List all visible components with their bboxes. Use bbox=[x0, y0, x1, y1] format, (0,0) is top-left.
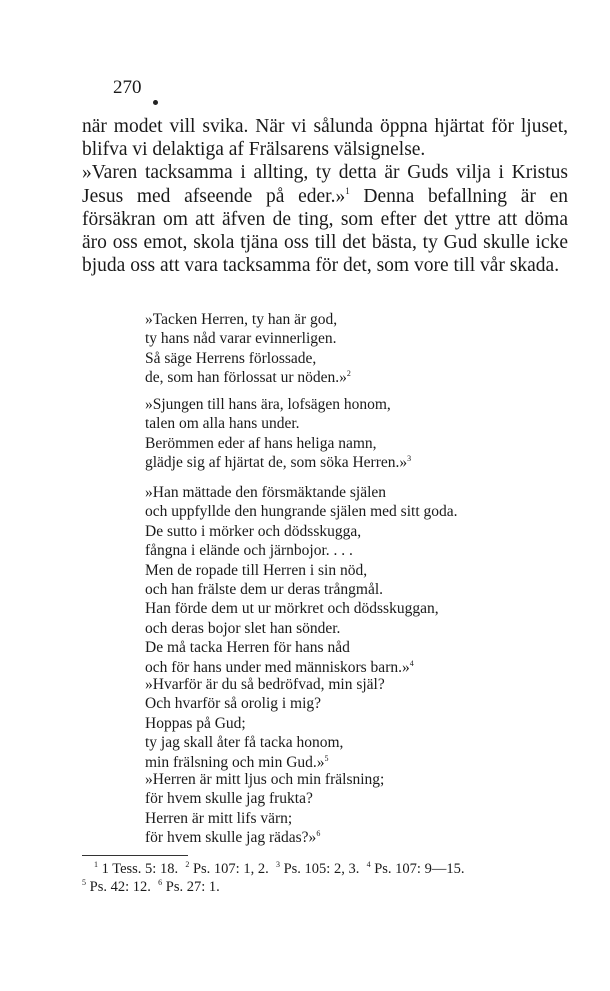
footnote-ref: Ps. 107: 1, 2. bbox=[192, 861, 269, 877]
verse-line-text: de, som han förlossat ur nöden.» bbox=[145, 369, 347, 387]
footnote-marker: 6 bbox=[316, 829, 321, 839]
verse-line: »Tacken Herren, ty han är god, bbox=[145, 311, 338, 328]
footnote-number: 1 bbox=[94, 860, 98, 869]
verse-line: och han frälste dem ur deras trångmål. bbox=[145, 581, 384, 599]
verse-line: De må tacka Herren för hans nåd bbox=[145, 639, 350, 657]
footnote-ref: 1 Tess. 5: 18. bbox=[101, 861, 179, 877]
verse-line: Och hvarför så orolig i mig? bbox=[145, 695, 322, 713]
verse-block bbox=[145, 675, 575, 772]
body-text bbox=[82, 115, 568, 277]
footnote-line bbox=[82, 860, 572, 878]
verse-line: Så säge Herrens förlossade, bbox=[145, 349, 317, 367]
verse-line-text: min frälsning och min Gud.» bbox=[145, 753, 325, 771]
footnote-number: 4 bbox=[366, 860, 371, 869]
printer-dot-mark bbox=[153, 100, 158, 105]
verse-line: Han förde dem ut ur mörkret och dödsskuggan, bbox=[145, 600, 439, 618]
paragraph bbox=[82, 115, 568, 161]
verse-line: och uppfyllde den hungrande själen med sitt goda. bbox=[145, 503, 458, 521]
footnote-line bbox=[82, 878, 572, 896]
footnote-marker: 3 bbox=[407, 454, 412, 464]
footnote-number: 6 bbox=[158, 878, 163, 887]
verse-line: Hoppas på Gud; bbox=[145, 714, 246, 732]
verse-line: för hvem skulle jag frukta? bbox=[145, 790, 313, 808]
paragraph-text: när modet vill svika. När vi sålunda öppna hjärtat för ljuset, blifva vi delaktiga af Frälsarens välsignelse. bbox=[82, 116, 568, 161]
verse-line: »Herren är mitt ljus och min frälsning; bbox=[145, 771, 385, 788]
verse-line bbox=[145, 368, 575, 387]
verse-block bbox=[145, 483, 575, 677]
verse-block bbox=[145, 395, 575, 473]
footnote-number: 2 bbox=[185, 860, 190, 869]
verse-line: »Han mättade den försmäktande själen bbox=[145, 484, 387, 501]
footnote-ref: Ps. 42: 12. bbox=[89, 879, 151, 895]
footnote-divider bbox=[82, 855, 188, 856]
verse-line bbox=[145, 828, 575, 847]
verse-line: ty hans nåd varar evinnerligen. bbox=[145, 330, 337, 348]
footnote-marker: 2 bbox=[346, 369, 351, 379]
verse-line bbox=[145, 453, 575, 472]
footnotes bbox=[82, 860, 572, 896]
verse-block bbox=[145, 770, 575, 848]
footnote-number: 5 bbox=[82, 878, 86, 887]
verse-block bbox=[145, 310, 575, 388]
verse-line: Men de ropade till Herren i sin nöd, bbox=[145, 561, 368, 579]
verse-line: Berömmen eder af hans heliga namn, bbox=[145, 434, 377, 452]
verse-line: talen om alla hans under. bbox=[145, 415, 300, 433]
verse-line-text: glädje sig af hjärtat de, som söka Herren.» bbox=[145, 454, 408, 472]
verse-line-text: för hvem skulle jag rädas?» bbox=[145, 829, 317, 847]
paragraph bbox=[82, 161, 568, 277]
verse-line: Herren är mitt lifs värn; bbox=[145, 809, 293, 827]
footnote-marker: 1 bbox=[345, 185, 350, 196]
page-number: 270 bbox=[113, 77, 142, 98]
footnote-marker: 4 bbox=[409, 658, 414, 668]
verse-line: ty jag skall åter få tacka honom, bbox=[145, 734, 344, 752]
footnote-ref: Ps. 107: 9—15. bbox=[374, 861, 465, 877]
footnote-marker: 5 bbox=[324, 753, 329, 763]
verse-line-text: och för hans under med människors barn.» bbox=[145, 658, 410, 676]
verse-line: fångna i elände och järnbojor. . . . bbox=[145, 542, 353, 560]
verse-line: »Hvarför är du så bedröfvad, min själ? bbox=[145, 676, 385, 693]
footnote-ref: Ps. 27: 1. bbox=[165, 879, 220, 895]
verse-line: De sutto i mörker och dödsskugga, bbox=[145, 522, 362, 540]
verse-line: »Sjungen till hans ära, lofsägen honom, bbox=[145, 396, 391, 413]
footnote-number: 3 bbox=[275, 860, 280, 869]
paragraph-text: Denna befallning är en försäkran om att äfven de ting, som efter det yttre att döma äro oss emot, skola tjäna oss till det bästa, ty Gud skulle icke bjuda oss att vara tacksamma för det, som vore till vår skada. bbox=[82, 185, 568, 277]
paragraph-text: »Varen tacksamma i allting, ty detta är Guds vilja i Kristus Jesus med afseende på eder.» bbox=[82, 162, 568, 207]
verse-line: och deras bojor slet han sönder. bbox=[145, 619, 341, 637]
footnote-ref: Ps. 105: 2, 3. bbox=[283, 861, 360, 877]
